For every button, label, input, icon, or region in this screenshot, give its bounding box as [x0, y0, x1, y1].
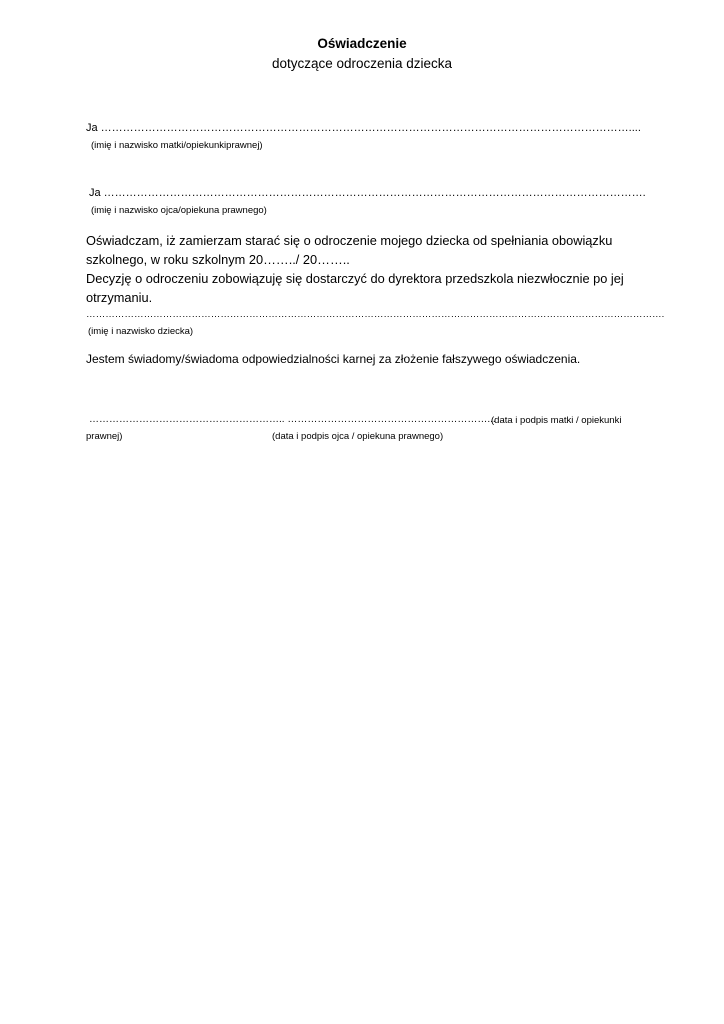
- signature-lines: ………………………………………………….. ……………………………………………………...: [89, 414, 496, 425]
- father-name-line: Ja ………………………………………………………………………………………………………………………………….: [89, 187, 646, 199]
- statement-line-4: otrzymaniu.: [86, 290, 153, 305]
- document-title: Oświadczenie: [317, 36, 407, 51]
- statement-line-1: Oświadczam, iż zamierzam starać się o odroczenie mojego dziecka od spełniania obowiązku: [86, 233, 613, 248]
- statement-line-2: szkolnego, w roku szkolnym 20……../ 20……..: [86, 252, 350, 267]
- child-name-line: ……………………………………………………………………………………………………………………………………………………………….: [86, 309, 665, 320]
- father-signature-label: (data i podpis ojca / opiekuna prawnego): [272, 431, 444, 442]
- mother-signature-label-cont: prawnej): [86, 431, 123, 442]
- mother-signature-label: (data i podpis matki / opiekunki: [491, 415, 622, 426]
- responsibility-statement: Jestem świadomy/świadoma odpowiedzialności karnej za złożenie fałszywego oświadczenia.: [86, 352, 581, 366]
- father-name-hint: (imię i nazwisko ojca/opiekuna prawnego): [91, 205, 267, 216]
- mother-name-hint: (imię i nazwisko matki/opiekunkiprawnej): [91, 140, 263, 151]
- mother-name-line: Ja ………………………………………………………………………………………………………………………………....: [86, 122, 641, 134]
- child-name-hint: (imię i nazwisko dziecka): [88, 326, 194, 337]
- statement-line-3: Decyzję o odroczeniu zobowiązuję się dostarczyć do dyrektora przedszkola niezwłocznie po jej: [86, 271, 624, 286]
- document-subtitle: dotyczące odroczenia dziecka: [271, 56, 453, 71]
